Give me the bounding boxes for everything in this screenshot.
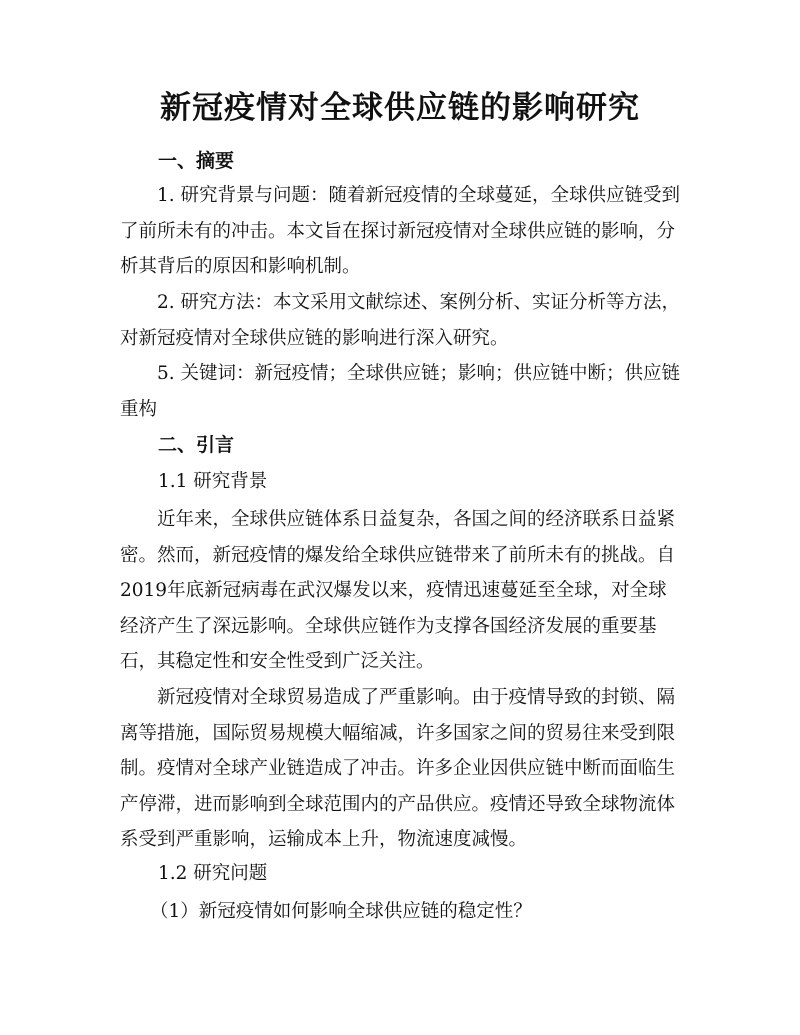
background-paragraph-2: 新冠疫情对全球贸易造成了严重影响。由于疫情导致的封锁、隔离等措施，国际贸易规模大幅缩减，许多国家之间的贸易往来受到限制。疫情对全球产业链造成了冲击。许多企业因供应链中断而面临生产停滞，进而影响到全球范围内的产品供应。疫情还导致全球物流体系受到严重影响，运输成本上升，物流速度减慢。 <box>120 687 676 850</box>
abstract-item-1: 1. 研究背景与问题：随着新冠疫情的全球蔓延，全球供应链受到了前所未有的冲击。本文旨在探讨新冠疫情对全球供应链的影响，分析其背后的原因和影响机制。 <box>120 185 681 277</box>
subsection-research-questions: 1.2 研究问题 <box>158 863 268 884</box>
abstract-item-2: 2. 研究方法：本文采用文献综述、案例分析、实证分析等方法，对新冠疫情对全球供应链的影响进行深入研究。 <box>120 292 681 349</box>
document-title: 新冠疫情对全球供应链的影响研究 <box>160 90 640 126</box>
subsection-research-background: 1.1 研究背景 <box>158 471 268 492</box>
abstract-keywords: 5. 关键词：新冠疫情；全球供应链；影响；供应链中断；供应链重构 <box>120 363 681 420</box>
introduction-heading: 二、引言 <box>158 434 235 456</box>
abstract-heading: 一、摘要 <box>158 150 235 172</box>
background-paragraph-1: 近年来，全球供应链体系日益复杂，各国之间的经济联系日益紧密。然而，新冠疫情的爆发给全球供应链带来了前所未有的挑战。自2019年底新冠病毒在武汉爆发以来，疫情迅速蔓延至全球，对全球经济产生了深远影响。全球供应链作为支撑各国经济发展的重要基石，其稳定性和安全性受到广泛关注。 <box>120 509 676 672</box>
research-question-1: （1）新冠疫情如何影响全球供应链的稳定性？ <box>150 901 532 922</box>
